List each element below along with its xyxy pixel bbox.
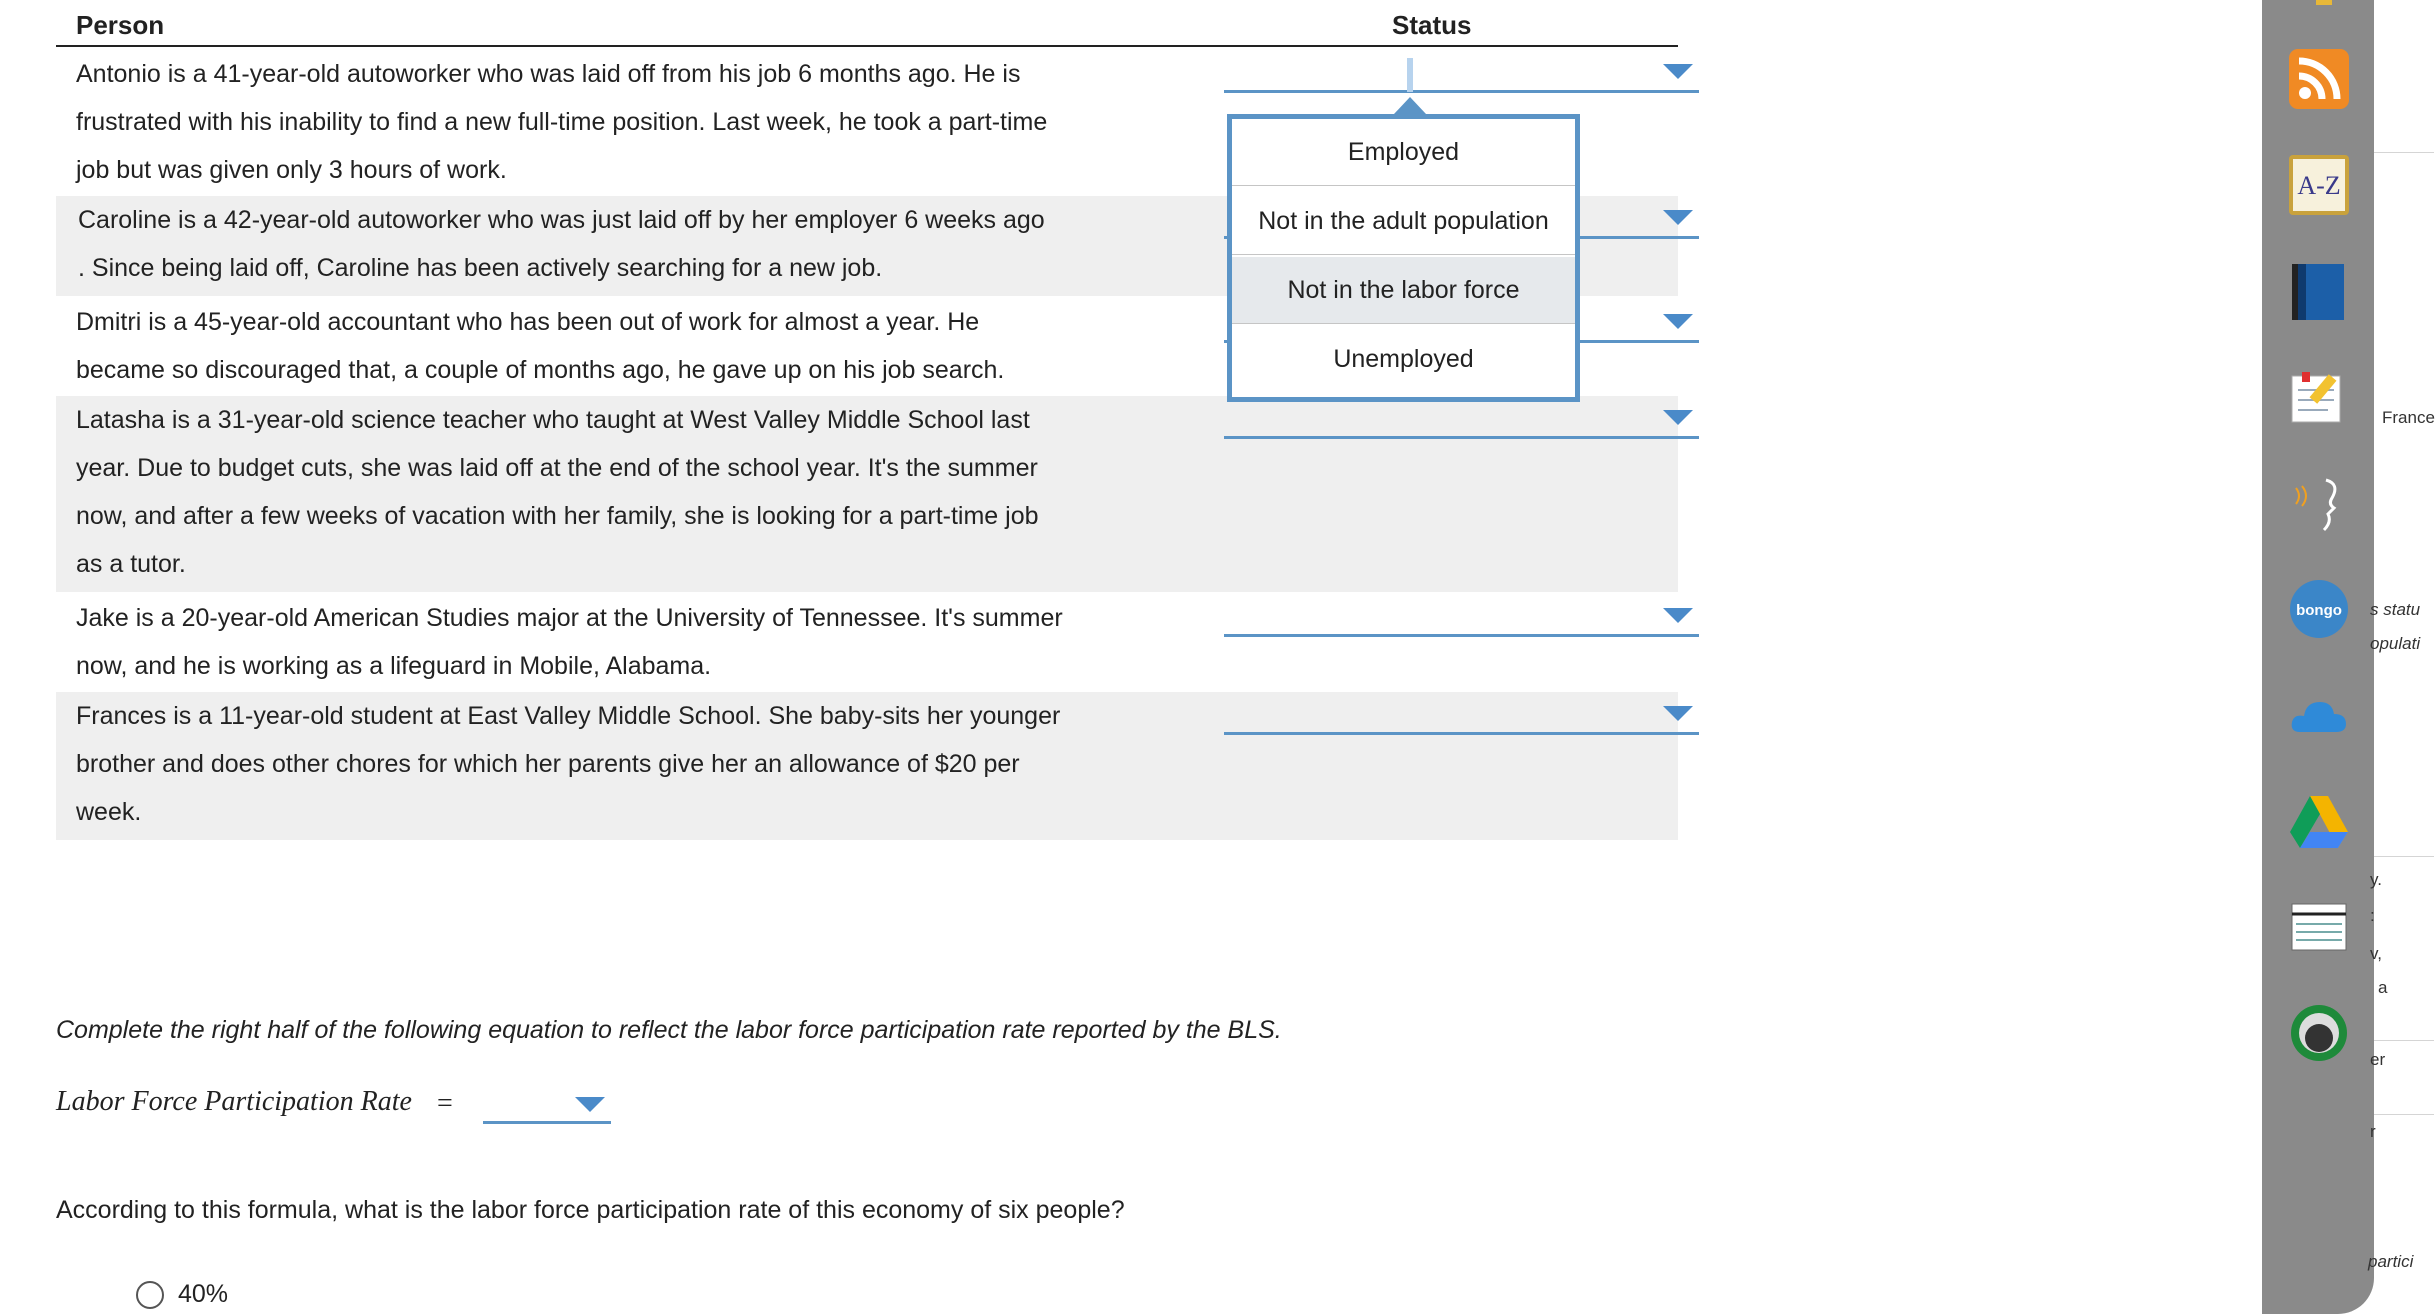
person-description: Antonio is a 41-year-old autoworker who was laid off from his job 6 months ago. He is frustrated with his inability to find a new full-time position. Last week, he took a part-time job but was given only 3 hours of work. <box>76 60 1048 184</box>
text-cursor <box>1407 58 1413 92</box>
peek-text: er <box>2370 1050 2386 1069</box>
peek-text: a <box>2378 978 2388 997</box>
chevron-down-icon <box>1663 314 1693 329</box>
status-select-frances[interactable] <box>1224 692 1699 735</box>
chevron-down-icon <box>1663 706 1693 721</box>
peek-divider <box>2374 152 2434 153</box>
person-description: Latasha is a 31-year-old science teacher who taught at West Valley Middle School last year. Due to budget cuts, she was laid off at the end of the school year. It's the summer now, and after a few weeks of vacation with her family, she is looking for a part-time job as a tutor. <box>76 406 1039 578</box>
option-employed[interactable]: Employed <box>1232 119 1575 186</box>
notepad-pen-icon[interactable] <box>2288 368 2350 430</box>
table-row <box>56 594 1678 690</box>
formula-label: Labor Force Participation Rate <box>56 1086 412 1117</box>
peek-text: v, <box>2370 944 2382 963</box>
peek-divider <box>2374 1040 2434 1041</box>
partial-icon <box>2316 0 2332 5</box>
option-unemployed[interactable]: Unemployed <box>1333 345 1474 373</box>
header-divider <box>56 45 1678 47</box>
a-z-dictionary-icon[interactable] <box>2288 154 2350 216</box>
status-dropdown-menu <box>1227 114 1580 402</box>
equals-sign: = <box>437 1088 453 1119</box>
background-window-peek <box>2368 0 2435 1314</box>
answer-label: 40% <box>178 1280 229 1308</box>
voice-reader-icon[interactable] <box>2288 474 2350 536</box>
person-description: Frances is a 11-year-old student at East Valley Middle School. She baby-sits her younger brother and does other chores for which her parents give her an allowance of $20 per week. <box>76 702 1061 826</box>
answer-radio[interactable] <box>136 1281 164 1309</box>
option-not-in-adult-population[interactable]: Not in the adult population <box>1232 188 1575 255</box>
chevron-down-icon <box>1663 64 1693 79</box>
rss-icon[interactable] <box>2288 48 2350 110</box>
peek-text: r <box>2370 1122 2376 1141</box>
person-description: Dmitri is a 45-year-old accountant who has been out of work for almost a year. He became so discouraged that, a couple of months ago, he gave up on his job search. <box>76 308 1005 384</box>
person-description: Jake is a 20-year-old American Studies major at the University of Tennessee. It's summer now, and he is working as a lifeguard in Mobile, Alabama. <box>76 604 1063 680</box>
question-text: According to this formula, what is the labor force participation rate of this economy of six people? <box>56 1196 1125 1224</box>
option-not-in-labor-force[interactable]: Not in the labor force <box>1232 257 1575 324</box>
peek-text: partici <box>2368 1252 2414 1271</box>
chevron-down-icon <box>1663 210 1693 225</box>
status-select-antonio[interactable] <box>1224 50 1699 93</box>
cloud-icon[interactable] <box>2288 686 2350 748</box>
status-select-jake[interactable] <box>1224 594 1699 637</box>
chevron-down-icon <box>575 1097 605 1112</box>
equation-instruction: Complete the right half of the following equation to reflect the labor force participation rate reported by the BLS. <box>56 1016 1282 1044</box>
formula-select[interactable] <box>483 1083 611 1124</box>
index-card-icon[interactable] <box>2288 896 2350 958</box>
dropdown-caret-icon <box>1394 97 1426 114</box>
chevron-down-icon <box>1663 608 1693 623</box>
status-select-latasha[interactable] <box>1224 396 1699 439</box>
peek-divider <box>2374 1114 2434 1115</box>
bongo-icon[interactable] <box>2288 578 2350 640</box>
svg-text:A-Z: A-Z <box>2297 171 2341 200</box>
peek-text: opulati <box>2370 634 2421 653</box>
peek-text: : <box>2370 906 2375 925</box>
peek-text: France <box>2382 408 2435 427</box>
peek-divider <box>2374 856 2434 857</box>
table-row <box>56 396 1678 592</box>
circle-app-icon[interactable] <box>2288 1002 2350 1064</box>
google-drive-icon[interactable] <box>2288 790 2350 852</box>
svg-text:bongo: bongo <box>2296 602 2342 619</box>
person-column-header: Person <box>76 10 165 40</box>
status-column-header: Status <box>1392 10 1472 40</box>
chevron-down-icon <box>1663 410 1693 425</box>
table-row <box>56 692 1678 840</box>
peek-text: y. <box>2370 870 2382 889</box>
person-description: Caroline is a 42-year-old autoworker who was just laid off by her employer 6 weeks ago . Since being laid off, Caroline has been actively searching for a new job. <box>78 206 1045 282</box>
book-icon[interactable] <box>2288 260 2350 322</box>
peek-text: s statu <box>2370 600 2421 619</box>
